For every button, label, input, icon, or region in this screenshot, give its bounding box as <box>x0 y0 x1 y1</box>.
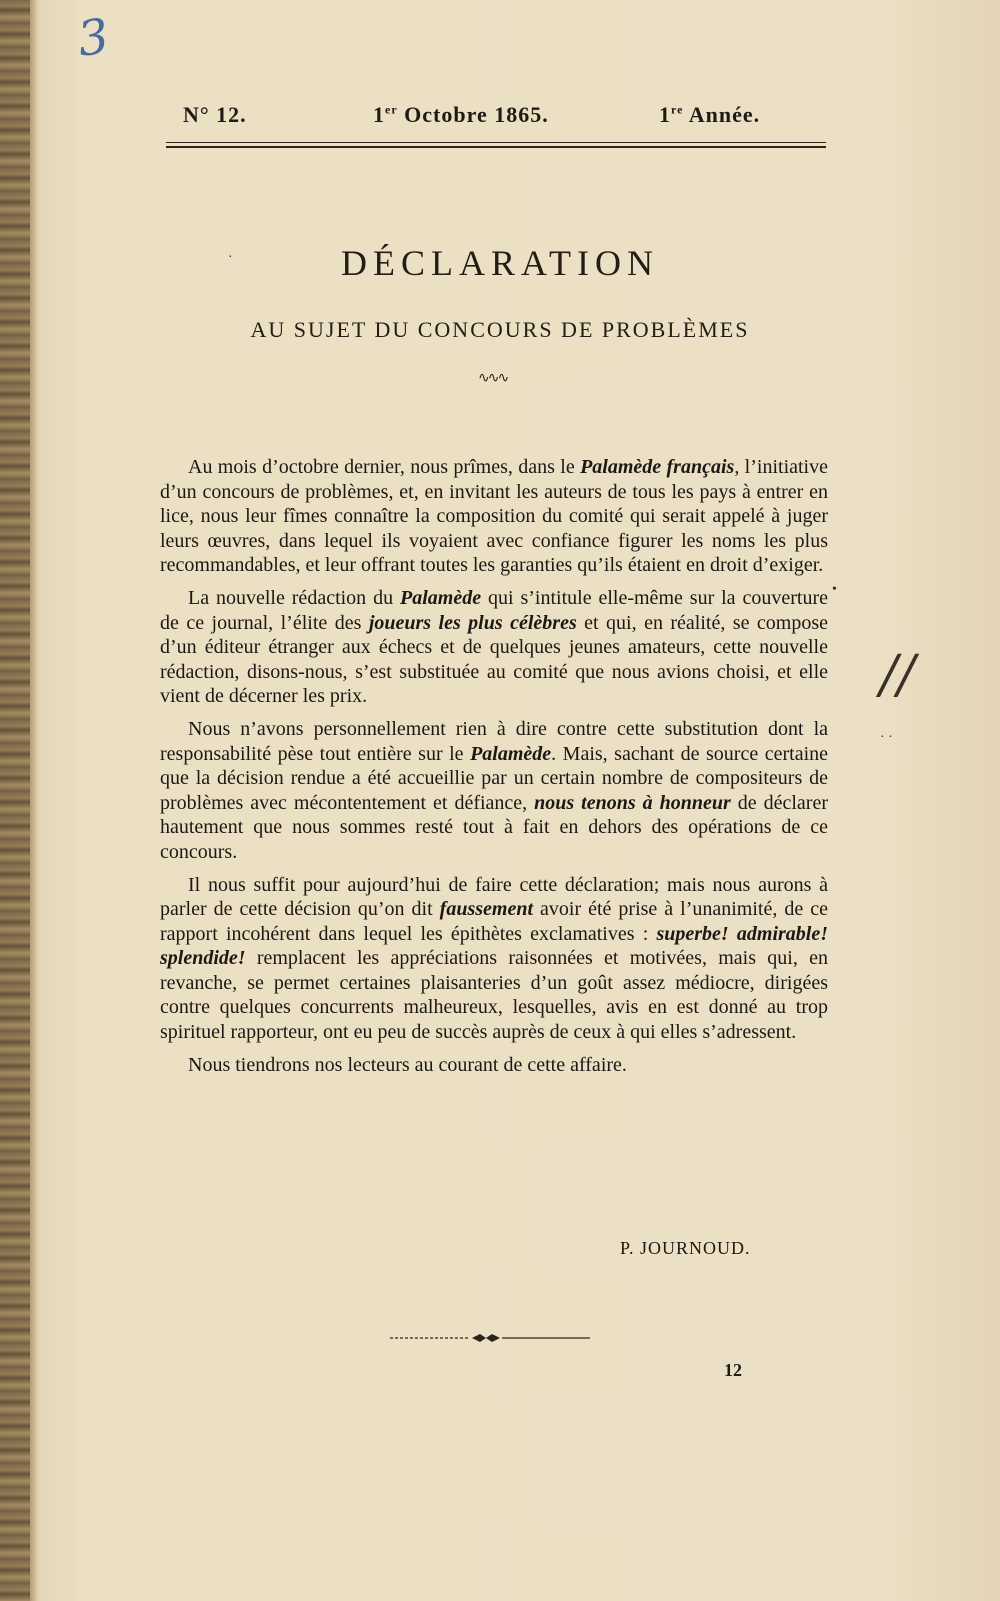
issue-date: 1er Octobre 1865. <box>373 102 549 127</box>
margin-annotation <box>880 640 916 710</box>
tail-ornament <box>390 1332 590 1344</box>
paragraph-2: La nouvelle rédaction du Palamède qui s’intitule elle-même sur la couverture de ce journal, l’élite des joueurs les plus célèbres et qui, en réalité, se compose d’un éditeur étranger aux échecs et de quelques jeunes amateurs, cette nouvelle rédaction, disons-nous, s’est substituée au comité que nous avions choisi, et elle vient de décerner les prix. <box>160 586 828 708</box>
stray-dot: · <box>228 250 233 265</box>
paragraph-1: Au mois d’octobre dernier, nous prîmes, dans le Palamède français, l’initiative d’un concours de problèmes, et, en invitant les auteurs de tous les pays à entrer en lice, nous leur fîmes connaître la composition du comité qui serait appelé à juger leurs œuvres, dans lequel ils voyaient avec confiance figurer les noms les plus recommandables, et leur offrant toutes les garanties qu’ils étaient en droit d’exiger. <box>160 456 828 577</box>
margin-ticks: · · <box>880 730 893 745</box>
page-subtitle: AU SUJET DU CONCOURS DE PROBLÈMES <box>250 317 750 342</box>
article-body <box>160 455 828 1085</box>
book-spine <box>0 0 30 1601</box>
handwritten-mark: 3 <box>74 8 113 68</box>
page-number: 12 <box>724 1360 742 1380</box>
header-rule-bottom <box>166 146 826 148</box>
paragraph-4: Il nous suffit pour aujourd’hui de faire cette déclaration; mais nous aurons à parler de cette décision qu’on dit faussement avoir été prise à l’unanimité, de ce rapport incohérent dans lequel les épithètes exclamatives : superbe! admirable! splendide! remplacent les appréciations raisonnées et motivées, mais qui, en revanche, se permet certaines plaisanteries d’un goût assez médiocre, dirigées contre quelques concurrents malheureux, lesquelles, avis en est donné au trop spirituel rapporteur, ont eu peu de succès auprès de ceux à qui elles s’adressent. <box>160 873 828 1044</box>
paragraph-3: Nous n’avons personnellement rien à dire contre cette substitution dont la responsabilité pèse tout entière sur le Palamède. Mais, sachant de source certaine que la décision rendue a été accueillie par un certain nombre de compositeurs de problèmes avec mécontentement et défiance, nous tenons à honneur de déclarer hautement que nous sommes resté tout à fait en dehors des opérations de ce concours. <box>160 717 829 863</box>
page-title: DÉCLARATION <box>341 243 659 283</box>
issue-number: N° 12. <box>183 102 247 127</box>
margin-dot: • <box>832 582 837 597</box>
spine-edge <box>30 0 38 1601</box>
signature: P. JOURNOUD. <box>620 1238 751 1258</box>
margin-annotation-text: // <box>880 645 916 705</box>
header-rule-top <box>166 142 826 143</box>
paragraph-5: Nous tiendrons nos lecteurs au courant de cette affaire. <box>188 1053 627 1076</box>
title-ornament: ∿∿∿ <box>478 371 508 386</box>
issue-year: 1re Année. <box>659 102 761 127</box>
